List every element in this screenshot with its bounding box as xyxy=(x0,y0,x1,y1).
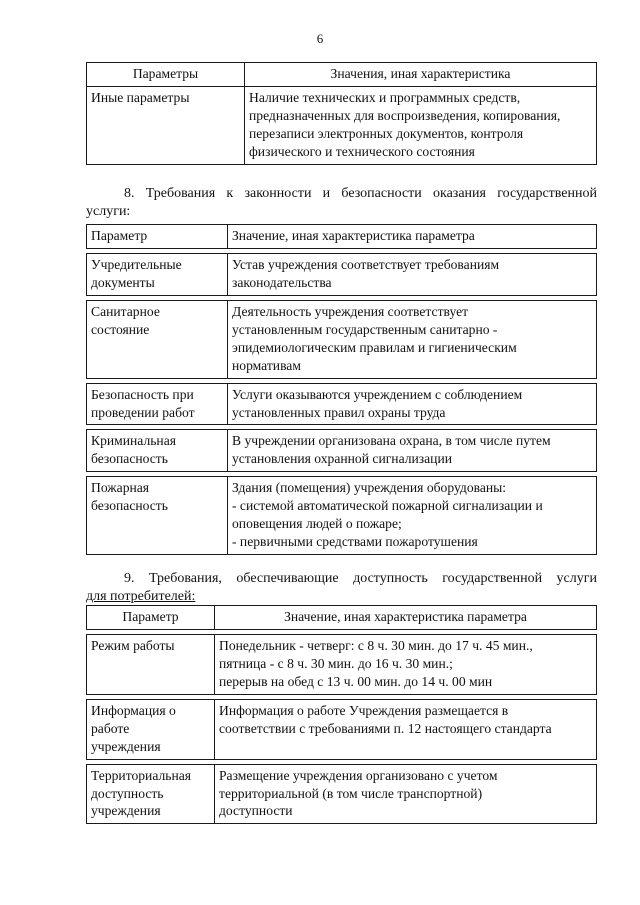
value-line: территориальной (в том числе транспортной) xyxy=(219,785,483,801)
table-row xyxy=(87,477,597,555)
value-line: - системой автоматической пожарной сигнализации и xyxy=(232,498,543,514)
value-line: В учреждении организована охрана, в том числе путем xyxy=(232,433,551,449)
param-line: Режим работы xyxy=(91,637,175,653)
value-line: Услуги оказываются учреждением с соблюдением xyxy=(232,386,523,402)
value-line: - первичными средствами пожаротушения xyxy=(232,534,478,550)
param-line: проведении работ xyxy=(91,404,195,420)
value-cell xyxy=(228,300,597,378)
param-line: Пожарная xyxy=(91,480,150,496)
param-line: Санитарное xyxy=(91,303,160,319)
value-line: Деятельность учреждения соответствует xyxy=(232,303,469,319)
accessibility-requirements-table xyxy=(86,605,597,824)
param-line: Территориальная xyxy=(91,767,192,783)
param-line: Информация о xyxy=(91,702,176,718)
value-line: оповещения людей о пожаре; xyxy=(232,516,402,532)
heading-line: 9. Требования, обеспечивающие доступность государственной услуги xyxy=(124,571,597,586)
param-cell xyxy=(87,699,215,759)
param-line: Безопасность при xyxy=(91,386,194,402)
param-cell xyxy=(87,300,228,378)
param-line: учреждения xyxy=(91,738,161,754)
param-line: безопасность xyxy=(91,451,168,467)
column-header: Значения, иная характеристика xyxy=(245,63,597,87)
value-line: Устав учреждения соответствует требованиям xyxy=(232,256,500,272)
param-line: состояние xyxy=(91,321,150,337)
value-line: установления охранной сигнализации xyxy=(232,451,453,467)
param-line: доступность xyxy=(91,785,164,801)
parameters-table xyxy=(86,62,597,165)
table-row xyxy=(87,253,597,295)
param-cell xyxy=(87,430,228,472)
section-8-heading xyxy=(86,185,597,221)
table-row xyxy=(87,300,597,378)
value-line: нормативам xyxy=(232,357,301,373)
value-line: установленных правил охраны труда xyxy=(232,404,446,420)
value-cell xyxy=(228,477,597,555)
param-cell xyxy=(87,764,215,824)
value-cell xyxy=(245,86,597,164)
column-header: Параметр xyxy=(87,606,215,630)
value-line: пятница - с 8 ч. 30 мин. до 16 ч. 30 мин.; xyxy=(219,655,453,671)
safety-requirements-table xyxy=(86,224,597,555)
column-header: Параметр xyxy=(87,225,228,249)
value-line: физического и технического состояния xyxy=(249,143,475,159)
section-9-heading xyxy=(86,570,597,606)
value-line: Размещение учреждения организовано с учетом xyxy=(219,767,498,783)
column-header: Значение, иная характеристика параметра xyxy=(215,606,597,630)
param-cell xyxy=(87,634,215,694)
param-line: работе xyxy=(91,720,130,736)
value-line: предназначенных для воспроизведения, копирования, xyxy=(249,107,561,123)
value-line: Наличие технических и программных средств, xyxy=(249,89,521,105)
column-header: Параметры xyxy=(87,63,245,87)
table-row xyxy=(87,634,597,694)
value-line: установленным государственным санитарно - xyxy=(232,321,498,337)
value-line: законодательства xyxy=(232,274,332,290)
page-number: 6 xyxy=(316,31,324,46)
value-line: соответствии с требованиями п. 12 настоящего стандарта xyxy=(219,720,552,736)
table-row xyxy=(87,86,597,164)
value-line: Понедельник - четверг: с 8 ч. 30 мин. до 17 ч. 45 мин., xyxy=(219,637,533,653)
table-row xyxy=(87,430,597,472)
heading-line: 8. Требования к законности и безопасности оказания государственной xyxy=(124,186,597,201)
table-row xyxy=(87,383,597,425)
table-row xyxy=(87,699,597,759)
value-line: Информация о работе Учреждения размещается в xyxy=(219,702,509,718)
value-line: Здания (помещения) учреждения оборудованы: xyxy=(232,480,507,496)
heading-line: для потребителей: xyxy=(86,589,196,605)
value-line: перезаписи электронных документов, контроля xyxy=(249,125,524,141)
param-line: документы xyxy=(91,274,155,290)
heading-line: услуги: xyxy=(86,204,131,220)
param-cell xyxy=(87,477,228,555)
param-cell: Иные параметры xyxy=(87,86,245,164)
table-row xyxy=(87,764,597,824)
table-header-row xyxy=(87,606,597,630)
column-header: Значение, иная характеристика параметра xyxy=(228,225,597,249)
value-cell xyxy=(215,764,597,824)
table-header-row xyxy=(87,225,597,249)
value-cell xyxy=(215,699,597,759)
param-line: Учредительные xyxy=(91,256,182,272)
value-line: перерыв на обед с 13 ч. 00 мин. до 14 ч. 00 мин xyxy=(219,673,493,689)
value-cell xyxy=(228,430,597,472)
param-line: Криминальная xyxy=(91,433,176,449)
table-header-row xyxy=(87,63,597,87)
value-line: эпидемиологическим правилам и гигиеническим xyxy=(232,339,517,355)
value-cell xyxy=(228,383,597,425)
param-line: безопасность xyxy=(91,498,168,514)
value-line: доступности xyxy=(219,803,293,819)
param-cell xyxy=(87,253,228,295)
value-cell xyxy=(215,634,597,694)
param-line: учреждения xyxy=(91,803,161,819)
value-cell xyxy=(228,253,597,295)
param-cell xyxy=(87,383,228,425)
